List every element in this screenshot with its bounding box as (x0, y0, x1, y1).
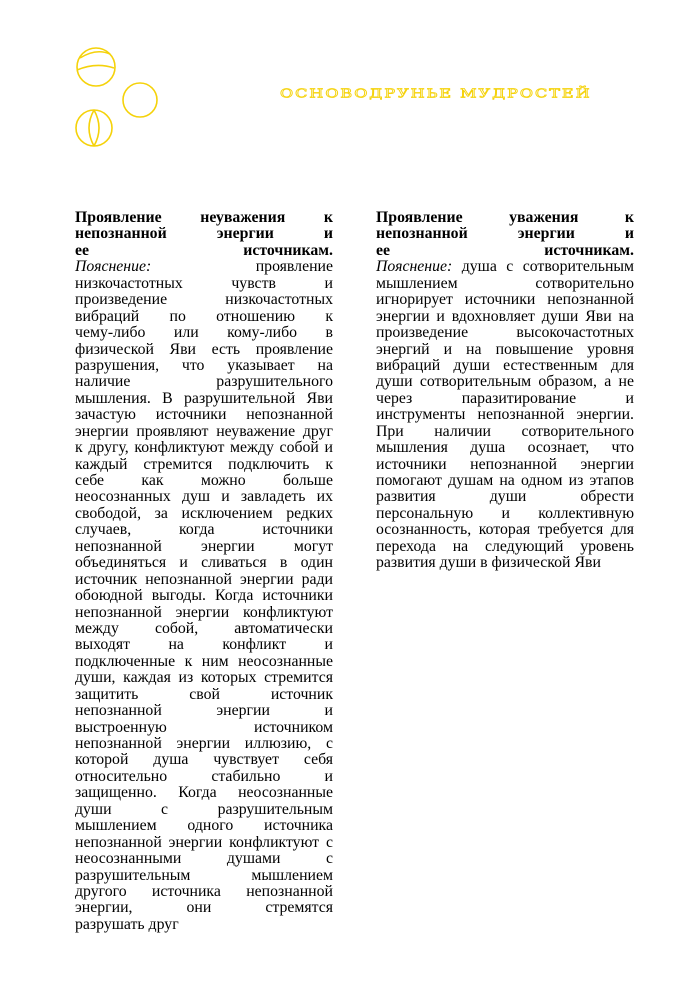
body-line: энергии, они стремятся (75, 899, 333, 917)
body-line: себе как можно больше (75, 472, 333, 489)
right-body-text (376, 276, 634, 572)
body-line: развития души обрести (376, 488, 634, 506)
right-heading-line: Проявление уважения к (376, 209, 634, 226)
left-explanation-first-line (75, 259, 333, 275)
site-banner-title: ОСНОВОДРУНЬЕ МУДРОСТЕЙ (280, 86, 592, 101)
left-heading-line: ее источникам. (75, 241, 333, 259)
body-line: низкочастотных чувств и (75, 274, 333, 292)
left-column (75, 210, 333, 933)
body-line: зачастую источники непознанной (75, 406, 333, 424)
left-heading-line: непознанной энергии и (75, 225, 333, 243)
body-line: неосознанных душ и завладеть их (75, 488, 333, 506)
body-line: непознанной энергии иллюзию, с (75, 735, 333, 752)
right-explanation-label: Пояснение: (376, 258, 453, 276)
body-line: защитить свой источник (75, 685, 333, 703)
body-line: непознанной энергии и (75, 702, 333, 720)
body-line: которой душа чувствует себя (75, 751, 333, 769)
left-heading-line: Проявление неуважения к (75, 209, 333, 226)
body-line: к другу, конфликтуют между собой и (75, 439, 333, 457)
body-line: При наличии сотворительного (376, 422, 634, 440)
body-line: обоюдной выгоды. Когда источники (75, 587, 333, 605)
body-line: выстроенную источником (75, 718, 333, 736)
body-line: случаев, когда источники (75, 521, 333, 539)
body-line: мышлением сотворительно (376, 274, 634, 292)
body-line: игнорирует источники непознанной (376, 291, 634, 309)
left-heading (75, 210, 333, 259)
body-line: энергии проявляют неуважение друг (75, 422, 333, 440)
body-line: непознанной энергии могут (75, 537, 333, 555)
body-line: души сотворительным образом, а не (376, 373, 634, 391)
right-heading-line: непознанной энергии и (376, 225, 634, 243)
body-line: защищенно. Когда неосознанные (75, 784, 333, 802)
body-line: произведение высокочастотных (376, 324, 634, 342)
body-line: каждый стремится подключить к (75, 455, 333, 473)
body-line: объединяться и сливаться в один (75, 554, 333, 572)
body-line: вибраций души естественным для (376, 356, 634, 374)
body-line: развития души в физической Яви (376, 554, 601, 572)
body-line: персональную и коллективную (376, 504, 634, 522)
body-line: мышления душа осознает, что (376, 439, 634, 457)
body-line: другого источника непознанной (75, 882, 333, 900)
body-line: непознанной энергии конфликтуют (75, 603, 333, 621)
body-line: свободой, за исключением редких (75, 504, 333, 522)
body-line: наличие разрушительного (75, 373, 333, 391)
body-line: мышления. В разрушительной Яви (75, 389, 333, 407)
body-line: неосознанными душами с (75, 850, 333, 868)
left-explanation-label: Пояснение: (75, 258, 152, 276)
body-line: души, каждая из которых стремится (75, 669, 333, 687)
body-line: перехода на следующий уровень (376, 537, 634, 555)
right-explanation-first-text: душа с сотворительным (461, 258, 635, 276)
left-explanation-first-text: проявление (255, 258, 333, 276)
body-line: энергии и вдохновляет души Яви на (376, 307, 634, 325)
logo-circles-icon (66, 40, 176, 158)
body-line: между собой, автоматически (75, 619, 333, 637)
body-line: инструменты непознанной энергии. (376, 406, 634, 424)
body-line: чему-либо или кому-либо в (75, 324, 333, 342)
body-line: души с разрушительным (75, 800, 333, 818)
body-line: физической Яви есть проявление (75, 340, 333, 358)
body-line: выходят на конфликт и (75, 636, 333, 654)
body-line: энергий и на повышение уровня (376, 340, 634, 358)
left-body-text (75, 276, 333, 934)
body-line: вибраций по отношению к (75, 307, 333, 325)
body-line: источник непознанной энергии ради (75, 570, 333, 588)
body-line: разрушать друг (75, 915, 179, 933)
body-line: мышлением одного источника (75, 817, 333, 835)
body-line: помогают душам на одном из этапов (376, 472, 634, 489)
right-explanation-first-line (376, 259, 634, 275)
body-line: относительно стабильно и (75, 767, 333, 785)
body-line: непознанной энергии конфликтуют с (75, 833, 333, 851)
right-heading (376, 210, 634, 259)
body-line: произведение низкочастотных (75, 291, 333, 309)
right-column (376, 210, 634, 572)
body-line: источники непознанной энергии (376, 455, 634, 473)
right-heading-line: ее источникам. (376, 241, 634, 259)
body-line: разрушения, что указывает на (75, 356, 333, 374)
body-line: через паразитирование и (376, 389, 634, 407)
body-line: осознанность, которая требуется для (376, 521, 634, 539)
body-line: разрушительным мышлением (75, 866, 333, 884)
body-line: подключенные к ним неосознанные (75, 652, 333, 670)
